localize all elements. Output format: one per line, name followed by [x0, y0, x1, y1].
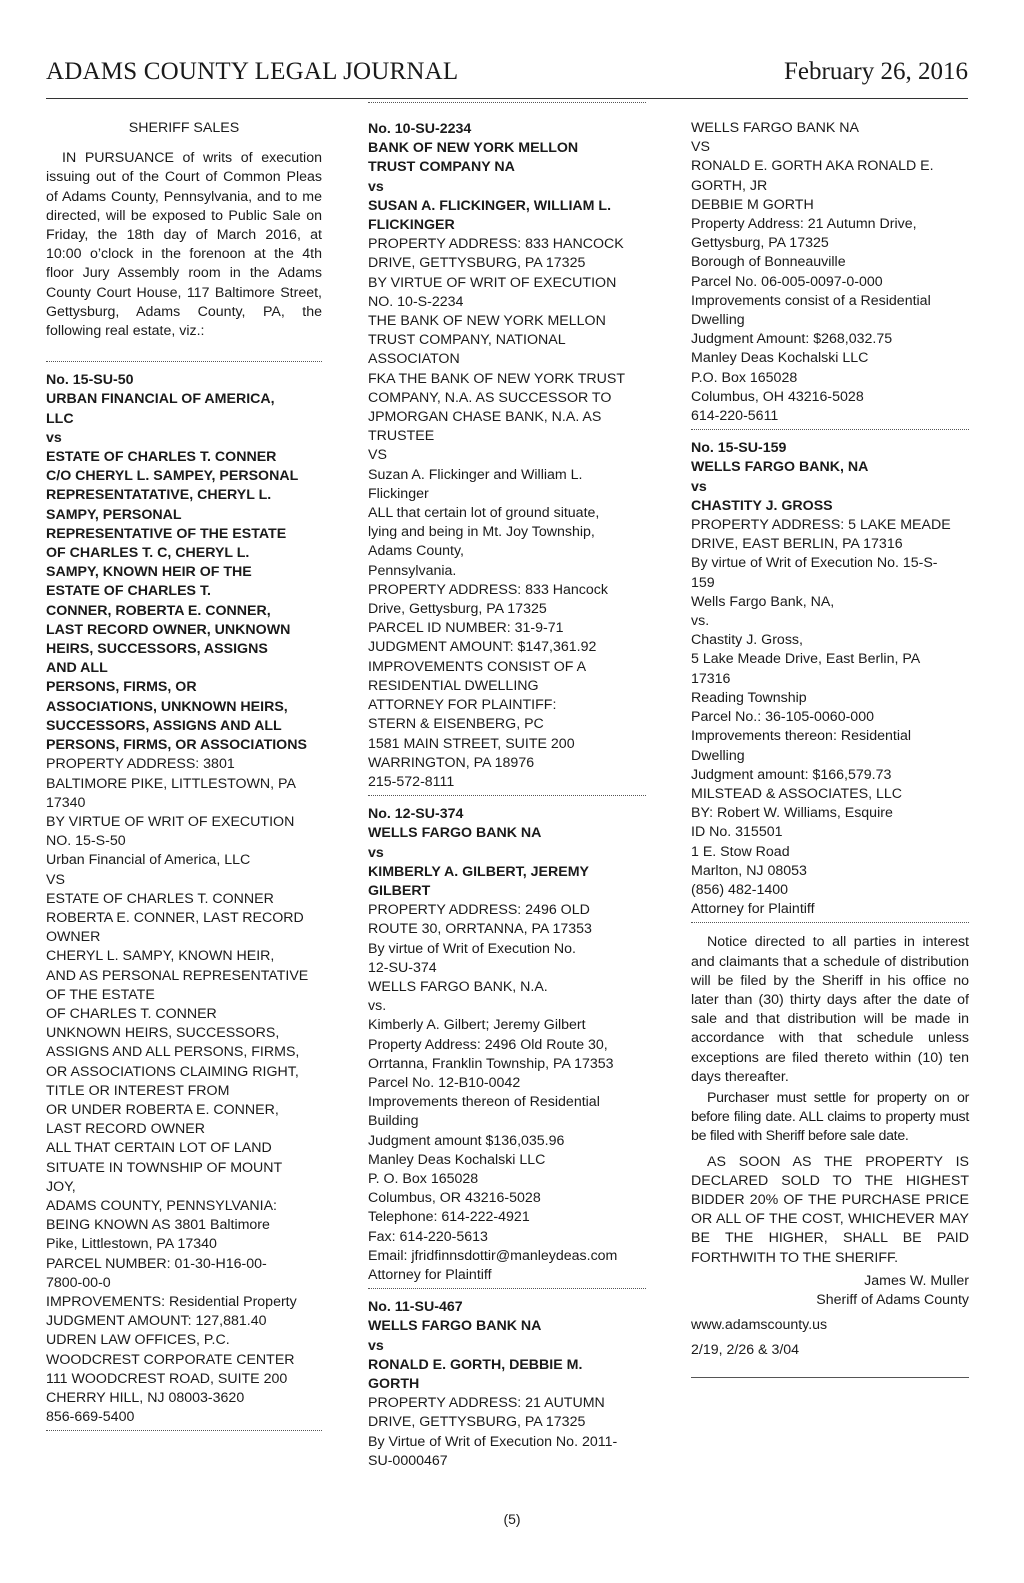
case-body-line: COMPANY, N.A. AS SUCCESSOR TO [368, 389, 612, 406]
case-body-line: Attorney for Plaintiff [368, 1266, 492, 1283]
case-body-line: 215-572-8111 [368, 773, 455, 790]
case-body-line: P. O. Box 165028 [368, 1170, 479, 1187]
case-body-line: OR ASSOCIATIONS CLAIMING RIGHT, [46, 1063, 299, 1080]
case-body-line: VS [691, 139, 710, 156]
case-body-line: TRUSTEE [368, 428, 435, 445]
case-body-line: FKA THE BANK OF NEW YORK TRUST [368, 370, 625, 387]
case-caption-line: No. 12-SU-374 [368, 806, 464, 823]
case-caption-line: LLC [46, 410, 74, 427]
case-15-su-159 [691, 439, 969, 919]
case-body-line: TRUST COMPANY, NATIONAL [368, 332, 566, 349]
case-body-line: Manley Deas Kochalski LLC [691, 350, 869, 367]
case-body-line: Suzan A. Flickinger and William L. [368, 466, 583, 483]
case-caption-line: SAMPY, PERSONAL [46, 506, 182, 523]
end-rule [691, 1377, 969, 1378]
case-body-line: PARCEL ID NUMBER: 31-9-71 [368, 620, 564, 637]
journal-header [46, 58, 968, 99]
case-body-line: vs. [368, 998, 387, 1015]
sheriff-title: Sheriff of Adams County [816, 1291, 969, 1308]
case-body-line: ALL that certain lot of ground situate, [368, 505, 600, 522]
case-11-su-467 [368, 1298, 646, 1471]
case-body-line: RESIDENTIAL DWELLING [368, 677, 539, 694]
case-caption-line: vs [368, 844, 384, 861]
column-3 [691, 119, 969, 1378]
case-body-line: By Virtue of Writ of Execution No. 2011- [368, 1433, 618, 1450]
case-body-line: IMPROVEMENTS CONSIST OF A [368, 658, 587, 675]
case-body-line: NO. 15-S-50 [46, 833, 126, 850]
case-body-line: Attorney for Plaintiff [691, 901, 815, 918]
case-body-line: Orrtanna, Franklin Township, PA 17353 [368, 1055, 614, 1072]
case-body-line: PROPERTY ADDRESS: 833 HANCOCK [368, 236, 624, 253]
case-body-line: ID No. 315501 [691, 824, 783, 841]
case-body-line: Marlton, NJ 08053 [691, 862, 807, 879]
case-body-line: Wells Fargo Bank, NA, [691, 593, 835, 610]
case-caption-line: GILBERT [368, 882, 431, 899]
case-body-line: Reading Township [691, 689, 807, 706]
case-caption-line: C/O CHERYL L. SAMPEY, PERSONAL [46, 468, 299, 485]
case-body-line: SU-0000467 [368, 1452, 448, 1469]
case-caption-line: vs [46, 429, 62, 446]
case-body-line: Property Address: 2496 Old Route 30, [368, 1036, 608, 1053]
case-body-line: P.O. Box 165028 [691, 369, 798, 386]
section-title: SHERIFF SALES [128, 120, 240, 136]
case-body-line: PARCEL NUMBER: 01-30-H16-00- [46, 1255, 267, 1272]
case-body-line: JUDGMENT AMOUNT: $147,361.92 [368, 639, 597, 656]
case-body-line: Judgment amount: $166,579.73 [691, 766, 892, 783]
case-caption-line: LAST RECORD OWNER, UNKNOWN [46, 621, 291, 638]
case-caption-line: SUSAN A. FLICKINGER, WILLIAM L. [368, 197, 612, 214]
case-body-line: 111 WOODCREST ROAD, SUITE 200 [46, 1370, 288, 1387]
case-caption-line: No. 15-SU-159 [691, 440, 787, 457]
case-caption-line: RONALD E. GORTH, DEBBIE M. [368, 1356, 583, 1373]
case-body-line: BALTIMORE PIKE, LITTLESTOWN, PA [46, 775, 296, 792]
case-body-line: MILSTEAD & ASSOCIATES, LLC [691, 785, 903, 802]
case-body-line: 17340 [46, 794, 86, 811]
case-body-line: 856-669-5400 [46, 1409, 135, 1426]
case-body-line: Chastity J. Gross, [691, 632, 803, 649]
case-body-line: CHERRY HILL, NJ 08003-3620 [46, 1390, 245, 1406]
case-body-line: ROUTE 30, ORRTANNA, PA 17353 [368, 921, 592, 938]
case-body-line: JUDGMENT AMOUNT: 127,881.40 [46, 1313, 267, 1330]
case-body-line: Pennsylvania. [368, 562, 457, 579]
case-body-line: By virtue of Writ of Execution No. [368, 940, 576, 957]
case-body-line: Telephone: 614-222-4921 [368, 1209, 530, 1226]
case-body-line: Parcel No. 06-005-0097-0-000 [691, 273, 883, 290]
sheriff-name: James W. Muller [864, 1272, 969, 1289]
case-caption-line: URBAN FINANCIAL OF AMERICA, [46, 391, 275, 408]
case-body-line: ROBERTA E. CONNER, LAST RECORD [46, 909, 304, 926]
case-body-line: IMPROVEMENTS: Residential Property [46, 1293, 297, 1310]
case-body-line: Borough of Bonneauville [691, 254, 846, 271]
case-body-line: Improvements thereon: Residential [691, 728, 912, 745]
case-body-line: 5 Lake Meade Drive, East Berlin, PA [691, 651, 921, 668]
intro-paragraph: IN PURSUANCE of writs of execution issuing out of the Court of Common Pleas of Adams County, Pennsylvania, and to me directed, will be exposed to Public Sale on Friday, the 18th day of March 2016, at 10:00 o’clock in the forenoon at the 4th floor Jury Assembly room in the Adams County Court House, 117 Baltimore Street, Gettysburg, Adams County, PA, the following real estate, viz.: [46, 150, 322, 340]
case-body-line: JPMORGAN CHASE BANK, N.A. AS [368, 409, 602, 426]
case-caption-line: vs [368, 178, 384, 195]
case-caption-line: No. 11-SU-467 [368, 1299, 463, 1316]
publication-dates: 2/19, 2/26 & 3/04 [691, 1342, 800, 1359]
case-body-line: Urban Financial of America, LLC [46, 852, 251, 869]
case-body-line: PROPERTY ADDRESS: 2496 OLD [368, 902, 590, 919]
case-body-line: Improvements thereon of Residential [368, 1094, 600, 1111]
case-body-line: ATTORNEY FOR PLAINTIFF: [368, 697, 557, 714]
case-body-line: PROPERTY ADDRESS: 21 AUTUMN [368, 1395, 605, 1412]
case-body-line: ASSIGNS AND ALL PERSONS, FIRMS, [46, 1044, 300, 1061]
issue-date: February 26, 2016 [784, 58, 968, 85]
case-body-line: Parcel No. 12-B10-0042 [368, 1074, 521, 1091]
case-body-line: AND AS PERSONAL REPRESENTATIVE [46, 967, 309, 984]
case-11-su-467-continued [691, 119, 969, 426]
case-body-line: 1 E. Stow Road [691, 843, 790, 860]
case-body-line: CHERYL L. SAMPY, KNOWN HEIR, [46, 948, 275, 965]
case-10-su-2234 [368, 120, 646, 792]
column-1 [46, 119, 322, 1431]
case-caption-line: TRUST COMPANY NA [368, 159, 515, 176]
case-body-line: BY: Robert W. Williams, Esquire [691, 805, 893, 822]
case-caption-line: OF CHARLES T. C, CHERYL L. [46, 545, 250, 562]
case-body-line: By virtue of Writ of Execution No. 15-S- [691, 555, 938, 572]
settlement-notice: Purchaser must settle for property on or before filing date. ALL claims to property must be filed with Sheriff before sale date. [691, 1089, 969, 1145]
case-caption-line: ESTATE OF CHARLES T. [46, 583, 211, 600]
case-body-line: WOODCREST CORPORATE CENTER [46, 1351, 295, 1368]
case-body-line: Columbus, OH 43216-5028 [691, 388, 864, 405]
distribution-notice: Notice directed to all parties in interest and claimants that a schedule of distribution will be filed by the Sheriff in his office no later than (30) thirty days after the date of sale and that distribution will be made in accordance with that schedule unless exceptions are filed thereto within (10) ten days thereafter. [691, 934, 969, 1085]
case-body-line: Email: jfridfinnsdottir@manleydeas.com [368, 1247, 618, 1264]
case-body-line: Parcel No.: 36-105-0060-000 [691, 709, 874, 726]
case-body-line: 1581 MAIN STREET, SUITE 200 [368, 735, 575, 752]
case-caption-line: PERSONS, FIRMS, OR ASSOCIATIONS [46, 737, 307, 754]
case-body-line: DRIVE, EAST BERLIN, PA 17316 [691, 536, 903, 553]
case-body-line: BY VIRTUE OF WRIT OF EXECUTION [368, 274, 617, 291]
case-12-su-374 [368, 805, 646, 1285]
case-caption-line: FLICKINGER [368, 217, 455, 234]
case-body-line: DEBBIE M GORTH [691, 196, 814, 213]
case-body-line: OWNER [46, 929, 101, 946]
case-caption-line: BANK OF NEW YORK MELLON [368, 140, 579, 157]
case-body-line: 12-SU-374 [368, 959, 437, 976]
case-body-line: lying and being in Mt. Joy Township, [368, 524, 595, 541]
case-body-line: Fax: 614-220-5613 [368, 1228, 488, 1245]
case-body-line: THE BANK OF NEW YORK MELLON [368, 313, 606, 330]
case-body-line: STERN & EISENBERG, PC [368, 716, 544, 733]
case-body-line: SITUATE IN TOWNSHIP OF MOUNT [46, 1159, 283, 1176]
case-caption-line: REPRESENTATATIVE, CHERYL L. [46, 487, 272, 504]
case-body-line: 17316 [691, 670, 731, 687]
case-body-line: WELLS FARGO BANK, N.A. [368, 978, 548, 995]
case-body-line: Drive, Gettysburg, PA 17325 [368, 601, 547, 618]
payment-notice: AS SOON AS THE PROPERTY IS DECLARED SOLD TO THE HIGHEST BIDDER 20% OF THE PURCHASE PRICE OR ALL OF THE COST, WHICHEVER MAY BE THE HIGHER, SHALL BE PAID FORTHWITH TO THE SHERIFF. [691, 1153, 969, 1266]
case-body-line: OF CHARLES T. CONNER [46, 1005, 217, 1022]
case-body-line: vs. [691, 613, 710, 630]
case-body-line: 7800-00-0 [46, 1274, 111, 1291]
case-caption-line: vs [691, 478, 707, 495]
case-body-line: PROPERTY ADDRESS: 5 LAKE MEADE [691, 517, 951, 534]
case-caption-line: PERSONS, FIRMS, OR [46, 679, 197, 696]
case-body-line: Adams County, [368, 543, 464, 560]
case-body-line: PROPERTY ADDRESS: 833 Hancock [368, 581, 608, 598]
case-body-line: Flickinger [368, 485, 429, 502]
case-body-line: ADAMS COUNTY, PENNSYLVANIA: [46, 1197, 277, 1214]
case-body-line: DRIVE, GETTYSBURG, PA 17325 [368, 1414, 586, 1431]
case-body-line: VS [368, 447, 387, 464]
case-body-line: Judgment amount $136,035.96 [368, 1132, 565, 1149]
case-body-line: BY VIRTUE OF WRIT OF EXECUTION [46, 813, 295, 830]
case-body-line: UNKNOWN HEIRS, SUCCESSORS, [46, 1025, 280, 1042]
case-body-line: (856) 482-1400 [691, 881, 789, 898]
case-caption-line: WELLS FARGO BANK NA [368, 1318, 542, 1335]
case-body-line: JOY, [46, 1178, 76, 1195]
case-body-line: WARRINGTON, PA 18976 [368, 754, 535, 771]
case-body-line: OF THE ESTATE [46, 986, 155, 1003]
case-body-line: ALL THAT CERTAIN LOT OF LAND [46, 1140, 272, 1157]
case-body-line: Manley Deas Kochalski LLC [368, 1151, 546, 1168]
case-body-line: Pike, Littlestown, PA 17340 [46, 1236, 217, 1253]
case-body-line: Gettysburg, PA 17325 [691, 235, 829, 252]
case-body-line: GORTH, JR [691, 177, 768, 194]
case-body-line: NO. 10-S-2234 [368, 293, 464, 310]
case-body-line: DRIVE, GETTYSBURG, PA 17325 [368, 255, 586, 272]
case-caption-line: KIMBERLY A. GILBERT, JEREMY [368, 863, 589, 880]
case-body-line: Improvements consist of a Residential [691, 292, 931, 309]
case-caption-line: WELLS FARGO BANK, NA [691, 459, 869, 476]
case-caption-line: SAMPY, KNOWN HEIR OF THE [46, 564, 252, 581]
case-body-line: Judgment Amount: $268,032.75 [691, 331, 893, 348]
column-2 [368, 102, 646, 1471]
page-number: (5) [503, 1511, 521, 1527]
case-15-su-50 [46, 371, 322, 1427]
case-body-line: TITLE OR INTEREST FROM [46, 1082, 230, 1099]
case-body-line: WELLS FARGO BANK NA [691, 120, 859, 136]
case-body-line: Property Address: 21 Autumn Drive, [691, 216, 917, 233]
case-body-line: ASSOCIATON [368, 351, 460, 368]
divider [46, 1430, 322, 1431]
case-caption-line: CHASTITY J. GROSS [691, 497, 833, 514]
case-body-line: ESTATE OF CHARLES T. CONNER [46, 890, 274, 907]
case-caption-line: SUCCESSORS, ASSIGNS AND ALL [46, 717, 282, 734]
case-caption-line: GORTH [368, 1376, 420, 1392]
case-body-line: VS [46, 871, 65, 888]
case-caption-line: REPRESENTATIVE OF THE ESTATE [46, 525, 287, 542]
case-body-line: PROPERTY ADDRESS: 3801 [46, 756, 235, 773]
case-body-line: Dwelling [691, 312, 745, 329]
case-caption-line: vs [368, 1337, 384, 1354]
case-caption-line: No. 15-SU-50 [46, 372, 134, 389]
case-body-line: Building [368, 1113, 419, 1130]
case-body-line: Kimberly A. Gilbert; Jeremy Gilbert [368, 1017, 586, 1034]
case-body-line: 159 [691, 574, 715, 591]
case-body-line: BEING KNOWN AS 3801 Baltimore [46, 1217, 270, 1234]
case-caption-line: CONNER, ROBERTA E. CONNER, [46, 602, 271, 619]
case-caption-line: AND ALL [46, 660, 108, 677]
case-caption-line: ESTATE OF CHARLES T. CONNER [46, 449, 277, 466]
case-body-line: Dwelling [691, 747, 745, 764]
case-caption-line: WELLS FARGO BANK NA [368, 825, 542, 842]
website-link[interactable]: www.adamscounty.us [691, 1317, 828, 1334]
case-body-line: LAST RECORD OWNER [46, 1121, 205, 1138]
case-body-line: RONALD E. GORTH AKA RONALD E. [691, 158, 934, 175]
case-body-line: 614-220-5611 [691, 408, 779, 425]
case-body-line: UDREN LAW OFFICES, P.C. [46, 1332, 230, 1349]
case-body-line: Columbus, OR 43216-5028 [368, 1190, 541, 1207]
journal-title: ADAMS COUNTY LEGAL JOURNAL [46, 58, 459, 85]
case-caption-line: HEIRS, SUCCESSORS, ASSIGNS [46, 641, 268, 658]
case-body-line: OR UNDER ROBERTA E. CONNER, [46, 1101, 279, 1118]
case-caption-line: ASSOCIATIONS, UNKNOWN HEIRS, [46, 698, 288, 715]
case-caption-line: No. 10-SU-2234 [368, 121, 472, 137]
